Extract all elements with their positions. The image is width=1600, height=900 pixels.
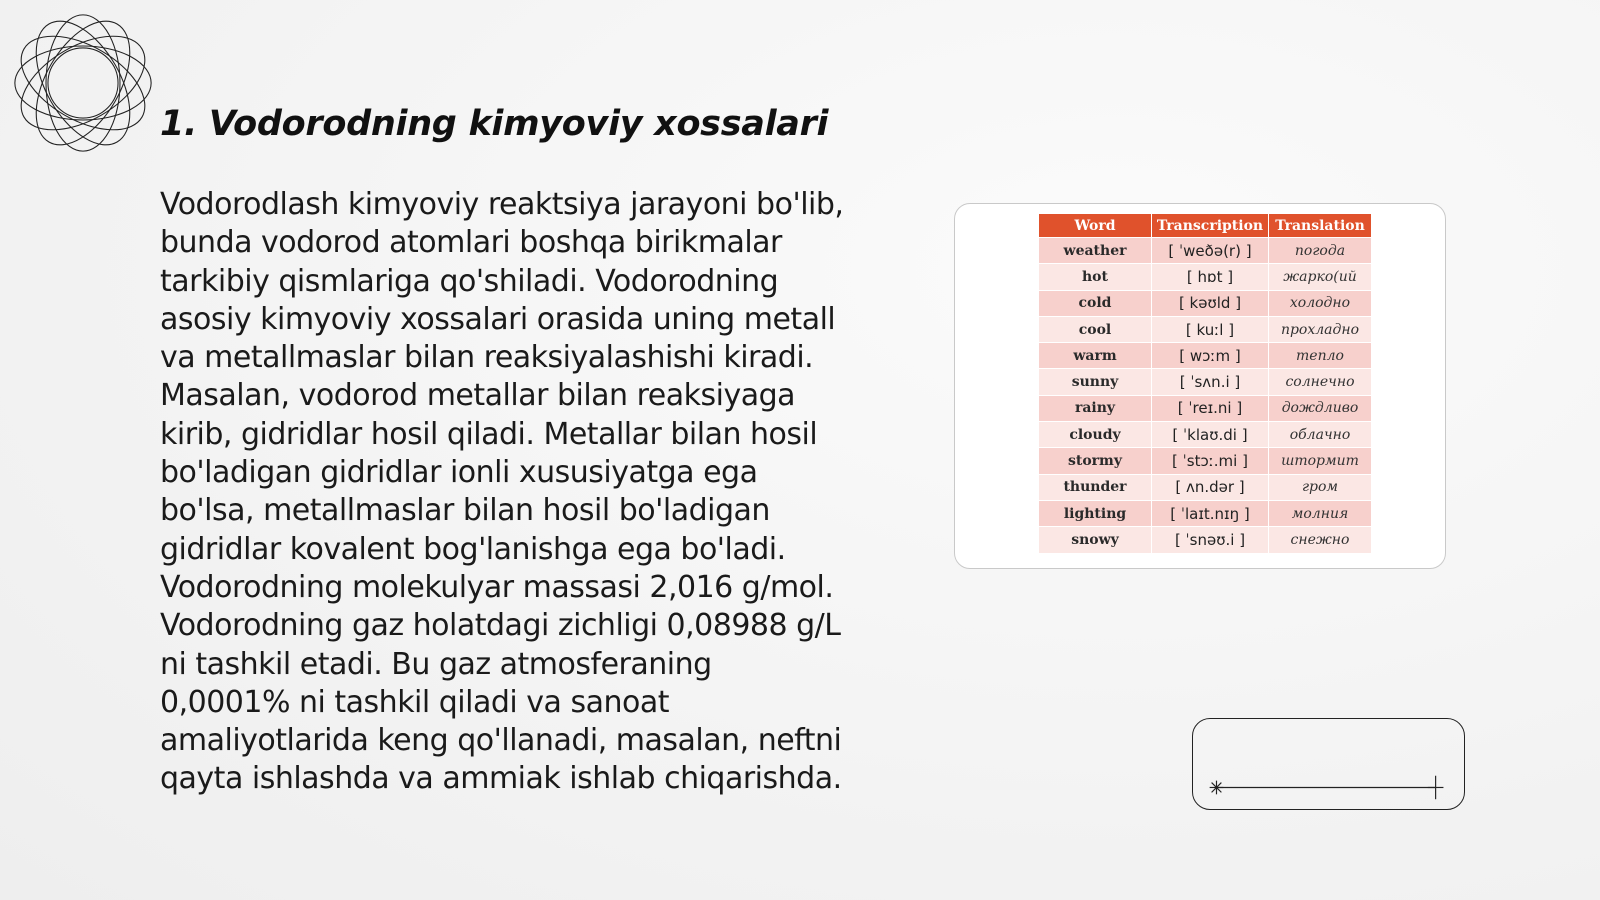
word-cell: thunder [1039, 474, 1152, 500]
circle-ornament-icon [10, 10, 156, 156]
decorative-line-icon [1193, 719, 1464, 809]
transcription-cell: [ hɒt ] [1152, 264, 1269, 290]
transcription-cell: [ kuːl ] [1152, 316, 1269, 342]
column-header: Transcription [1152, 214, 1269, 238]
transcription-cell: [ ʌn.dər ] [1152, 474, 1269, 500]
translation-cell: тепло [1269, 343, 1372, 369]
word-cell: weather [1039, 238, 1152, 264]
table-row [1039, 395, 1372, 421]
sparkle-icon [1210, 781, 1224, 795]
word-cell: sunny [1039, 369, 1152, 395]
transcription-cell: [ ˈsʌn.i ] [1152, 369, 1269, 395]
translation-cell: жарко(ий [1269, 264, 1372, 290]
word-cell: rainy [1039, 395, 1152, 421]
translation-cell: прохладно [1269, 316, 1372, 342]
translation-cell: погода [1269, 238, 1372, 264]
word-cell: cloudy [1039, 422, 1152, 448]
table-row [1039, 422, 1372, 448]
vocab-table-card [954, 203, 1446, 569]
translation-cell: штормит [1269, 448, 1372, 474]
table-row [1039, 527, 1372, 553]
table-row [1039, 290, 1372, 316]
column-header: Word [1039, 214, 1152, 238]
table-row [1039, 448, 1372, 474]
table-header-row [1039, 214, 1372, 238]
transcription-cell: [ ˈlaɪt.nɪŋ ] [1152, 500, 1269, 526]
slide-title: 1. Vodorodning kimyoviy xossalari [160, 104, 829, 144]
word-cell: lighting [1039, 500, 1152, 526]
slide-body-text: Vodorodlash kimyoviy reaktsiya jarayoni bo'lib, bunda vodorod atomlari boshqa birikmalar tarkibiy qismlariga qo'shiladi. Vodorodning asosiy kimyoviy xossalari orasida uning metall va metallmaslar bilan reaksiyalashishi kiradi. Masalan, vodorod metallar bilan reaksiyaga kirib, gidridlar hosil qiladi. Metallar bilan hosil bo'ladigan gidridlar ionli xususiyatga ega bo'lsa, metallmaslar bilan hosil bo'ladigan gidridlar kovalent bog'lanishga ega bo'ladi. Vodorodning molekulyar massasi 2,016 g/mol. Vodorodning gaz holatdagi zichligi 0,08988 g/L ni tashkil etadi. Bu gaz atmosferaning 0,0001% ni tashkil qiladi va sanoat amaliyotlarida keng qo'llanadi, masalan, neftni qayta ishlashda va ammiak ishlab chiqarishda. [160, 187, 844, 797]
table-row [1039, 238, 1372, 264]
transcription-cell: [ wɔːm ] [1152, 343, 1269, 369]
table-row [1039, 264, 1372, 290]
table-row [1039, 500, 1372, 526]
table-row [1039, 474, 1372, 500]
word-cell: cold [1039, 290, 1152, 316]
word-cell: cool [1039, 316, 1152, 342]
word-cell: snowy [1039, 527, 1152, 553]
transcription-cell: [ ˈreɪ.ni ] [1152, 395, 1269, 421]
translation-cell: облачно [1269, 422, 1372, 448]
translation-cell: молния [1269, 500, 1372, 526]
transcription-cell: [ ˈklaʊ.di ] [1152, 422, 1269, 448]
table-row [1039, 316, 1372, 342]
translation-cell: гром [1269, 474, 1372, 500]
table-row [1039, 369, 1372, 395]
transcription-cell: [ ˈstɔː.mi ] [1152, 448, 1269, 474]
column-header: Translation [1269, 214, 1372, 238]
table-row [1039, 343, 1372, 369]
translation-cell: холодно [1269, 290, 1372, 316]
cross-star-icon [1428, 776, 1444, 799]
vocab-table [1039, 214, 1372, 553]
transcription-cell: [ ˈsnəʊ.i ] [1152, 527, 1269, 553]
decorative-frame [1192, 718, 1465, 810]
translation-cell: дождливо [1269, 395, 1372, 421]
translation-cell: солнечно [1269, 369, 1372, 395]
transcription-cell: [ ˈweðə(r) ] [1152, 238, 1269, 264]
transcription-cell: [ kəʊld ] [1152, 290, 1269, 316]
word-cell: hot [1039, 264, 1152, 290]
word-cell: warm [1039, 343, 1152, 369]
translation-cell: снежно [1269, 527, 1372, 553]
word-cell: stormy [1039, 448, 1152, 474]
